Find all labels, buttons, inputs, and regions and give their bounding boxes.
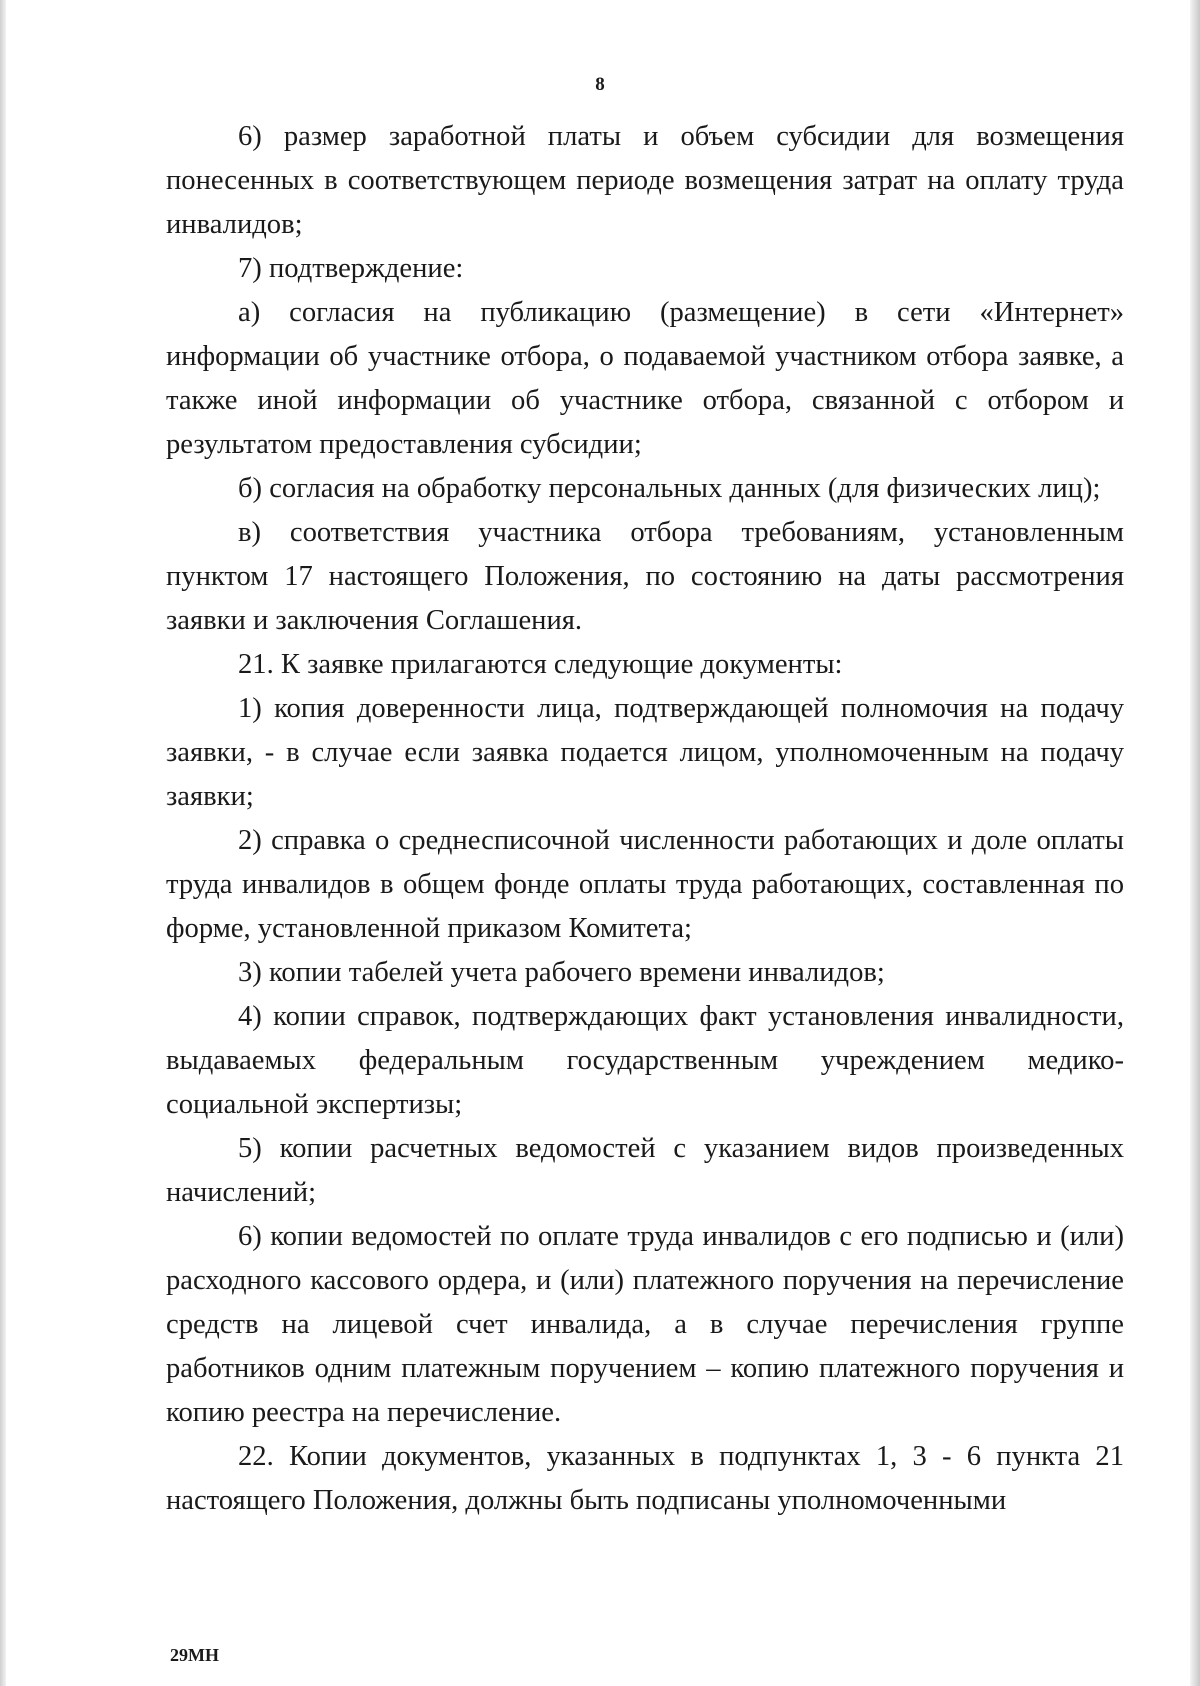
paragraph-subitem-a: а) согласия на публикацию (размещение) в сети «Интернет» информации об участнике отбора, о подаваемой участником отбора заявке, а также иной информации об участнике отбора, связанной с отбором и результатом предоставления субсидии; bbox=[166, 297, 1124, 460]
paragraph-doc-4: 4) копии справок, подтверждающих факт установления инвалидности, выдаваемых федеральным государственным учреждением медико-социальной экспертизы; bbox=[166, 1001, 1124, 1120]
paragraph-doc-6: 6) копии ведомостей по оплате труда инвалидов с его подписью и (или) расходного кассового ордера, и (или) платежного поручения на перечисление средств на лицевой счет инвалида, а в случае перечисления группе работников одним платежным поручением – копию платежного поручения и копию реестра на перечисление. bbox=[166, 1221, 1124, 1428]
paragraph-doc-5: 5) копии расчетных ведомостей с указанием видов произведенных начислений; bbox=[166, 1133, 1124, 1208]
paragraph-doc-2: 2) справка о среднесписочной численности работающих и доле оплаты труда инвалидов в общем фонде оплаты труда работающих, составленная по форме, установленной приказом Комитета; bbox=[166, 825, 1124, 944]
paragraph-item-6: 6) размер заработной платы и объем субсидии для возмещения понесенных в соответствующем периоде возмещения затрат на оплату труда инвалидов; bbox=[166, 121, 1124, 240]
paragraph-item-7: 7) подтверждение: bbox=[238, 253, 464, 284]
paragraph-clause-22: 22. Копии документов, указанных в подпунктах 1, 3 - 6 пункта 21 настоящего Положения, должны быть подписаны уполномоченными bbox=[166, 1441, 1124, 1516]
document-body bbox=[166, 115, 1124, 1523]
paragraph-subitem-v: в) соответствия участника отбора требованиям, установленным пунктом 17 настоящего Положения, по состоянию на даты рассмотрения заявки и заключения Соглашения. bbox=[166, 517, 1124, 636]
page-number: 8 bbox=[595, 74, 605, 95]
scan-edge-right bbox=[1190, 0, 1200, 1686]
paragraph-subitem-b: б) согласия на обработку персональных данных (для физических лиц); bbox=[238, 473, 1101, 504]
paragraph-doc-3: 3) копии табелей учета рабочего времени инвалидов; bbox=[238, 957, 885, 988]
footer-code: 29МН bbox=[170, 1645, 219, 1665]
scan-edge-left bbox=[0, 0, 6, 1686]
paragraph-doc-1: 1) копия доверенности лица, подтверждающей полномочия на подачу заявки, - в случае если заявка подается лицом, уполномоченным на подачу заявки; bbox=[166, 693, 1124, 812]
paragraph-clause-21: 21. К заявке прилагаются следующие документы: bbox=[238, 649, 843, 680]
